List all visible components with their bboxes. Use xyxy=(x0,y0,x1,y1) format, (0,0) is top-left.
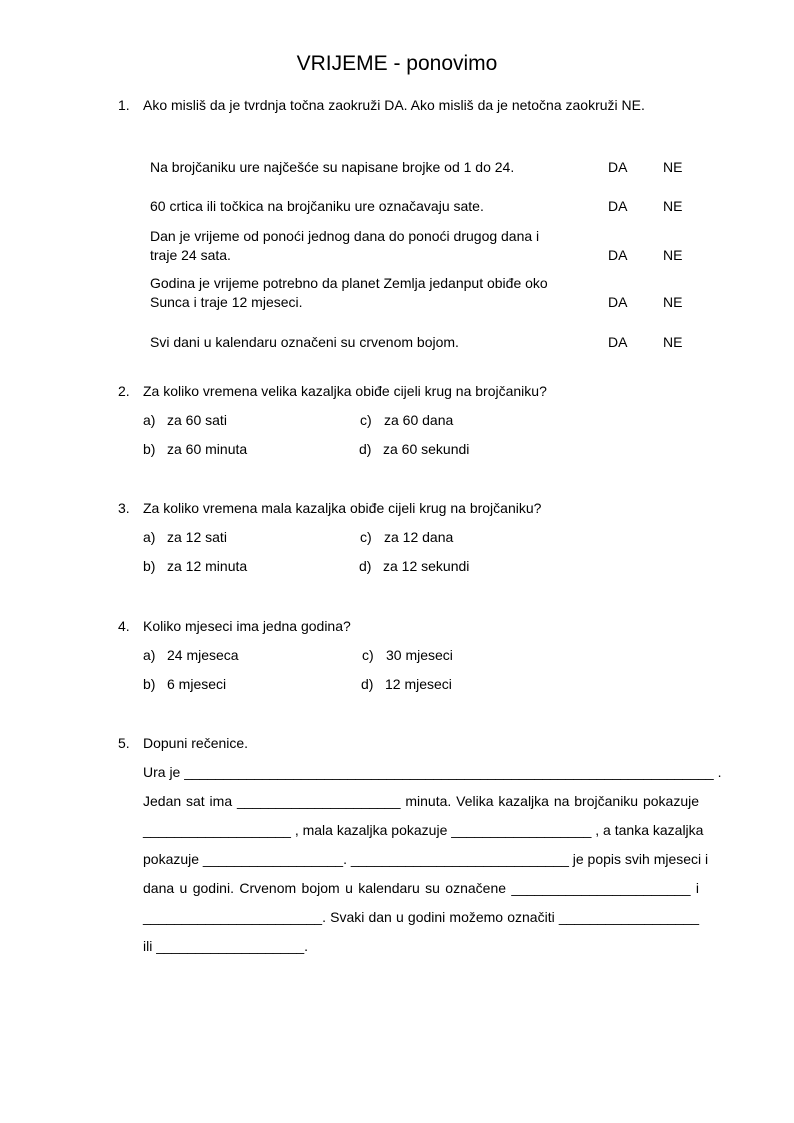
fill-in-line[interactable]: dana u godini. Crvenom bojom u kalendaru su označene _______________________ i xyxy=(143,880,699,896)
fill-in-line[interactable]: pokazuje __________________. ____________________________ je popis svih mjeseci i xyxy=(143,851,709,867)
true-false-row xyxy=(150,158,710,177)
question-number: 5. xyxy=(118,735,130,751)
statement-text: Godina je vrijeme potrebno da planet Zemlja jedanput obiđe oko Sunca i traje 12 mjeseci. xyxy=(150,275,548,310)
option-text: 30 mjeseci xyxy=(386,647,453,663)
question-text: Za koliko vremena velika kazaljka obiđe cijeli krug na brojčaniku? xyxy=(143,383,547,399)
true-false-row xyxy=(150,333,710,352)
option-text: za 12 minuta xyxy=(167,558,248,574)
true-false-row xyxy=(150,197,710,216)
option-letter: a) xyxy=(143,412,156,428)
question-number: 1. xyxy=(118,97,130,113)
true-false-row xyxy=(150,227,710,265)
fill-in-line[interactable]: Ura je ____________________________________________________________________ . xyxy=(143,764,722,780)
option-letter: a) xyxy=(143,647,156,663)
statement-text: Dan je vrijeme od ponoći jednog dana do ponoći drugog dana i traje 24 sata. xyxy=(150,228,540,263)
question-number: 4. xyxy=(118,618,130,634)
option-c[interactable] xyxy=(362,646,453,664)
option-letter: c) xyxy=(362,647,374,663)
option-letter: b) xyxy=(143,558,156,574)
option-text: za 12 dana xyxy=(384,529,454,545)
option-text: za 60 sekundi xyxy=(383,441,470,457)
answer-da[interactable]: DA xyxy=(608,159,628,175)
option-letter: b) xyxy=(143,676,156,692)
option-letter: c) xyxy=(360,529,372,545)
option-b[interactable] xyxy=(143,440,247,458)
option-text: za 60 dana xyxy=(384,412,454,428)
statement-text: Na brojčaniku ure najčešće su napisane brojke od 1 do 24. xyxy=(150,159,515,175)
answer-ne[interactable]: NE xyxy=(663,198,683,214)
question-number: 3. xyxy=(118,500,130,516)
question-3 xyxy=(118,499,541,517)
option-d[interactable] xyxy=(361,675,452,693)
option-letter: b) xyxy=(143,441,156,457)
question-text: Ako misliš da je tvrdnja točna zaokruži DA. Ako misliš da je netočna zaokruži NE. xyxy=(143,97,645,113)
option-text: za 60 minuta xyxy=(167,441,248,457)
option-letter: d) xyxy=(359,441,372,457)
answer-da[interactable]: DA xyxy=(608,294,628,310)
option-c[interactable] xyxy=(360,411,453,429)
option-letter: c) xyxy=(360,412,372,428)
option-b[interactable] xyxy=(143,675,226,693)
question-5 xyxy=(118,734,248,752)
option-a[interactable] xyxy=(143,411,227,429)
option-letter: d) xyxy=(361,676,374,692)
option-letter: d) xyxy=(359,558,372,574)
option-text: za 12 sati xyxy=(167,529,227,545)
question-4 xyxy=(118,617,351,635)
question-text: Dopuni rečenice. xyxy=(143,735,249,751)
option-text: 6 mjeseci xyxy=(167,676,227,692)
fill-in-line[interactable]: Jedan sat ima _____________________ minuta. Velika kazaljka na brojčaniku pokazuje xyxy=(143,793,699,809)
page-title: VRIJEME - ponovimo xyxy=(296,52,498,75)
fill-in-line[interactable]: ili ___________________. xyxy=(143,938,309,954)
option-b[interactable] xyxy=(143,557,247,575)
question-1 xyxy=(118,96,645,114)
fill-in-line[interactable]: _______________________. Svaki dan u godini možemo označiti __________________ xyxy=(143,909,699,925)
option-d[interactable] xyxy=(359,557,469,575)
option-text: 12 mjeseci xyxy=(385,676,452,692)
question-2 xyxy=(118,382,547,400)
option-a[interactable] xyxy=(143,646,239,664)
question-number: 2. xyxy=(118,383,130,399)
option-text: za 12 sekundi xyxy=(383,558,470,574)
question-text: Koliko mjeseci ima jedna godina? xyxy=(143,618,351,634)
option-letter: a) xyxy=(143,529,156,545)
answer-ne[interactable]: NE xyxy=(663,247,683,263)
answer-da[interactable]: DA xyxy=(608,334,628,350)
statement-text: 60 crtica ili točkica na brojčaniku ure označavaju sate. xyxy=(150,198,484,214)
answer-da[interactable]: DA xyxy=(608,247,628,263)
option-a[interactable] xyxy=(143,528,227,546)
option-c[interactable] xyxy=(360,528,453,546)
statement-text: Svi dani u kalendaru označeni su crvenom bojom. xyxy=(150,334,459,350)
true-false-row xyxy=(150,274,710,312)
answer-ne[interactable]: NE xyxy=(663,334,683,350)
answer-da[interactable]: DA xyxy=(608,198,628,214)
answer-ne[interactable]: NE xyxy=(663,159,683,175)
option-text: 24 mjeseca xyxy=(167,647,239,663)
fill-in-line[interactable]: ___________________ , mala kazaljka pokazuje __________________ , a tanka kazaljka xyxy=(143,822,704,838)
answer-ne[interactable]: NE xyxy=(663,294,683,310)
question-text: Za koliko vremena mala kazaljka obiđe cijeli krug na brojčaniku? xyxy=(143,500,542,516)
option-text: za 60 sati xyxy=(167,412,227,428)
option-d[interactable] xyxy=(359,440,469,458)
